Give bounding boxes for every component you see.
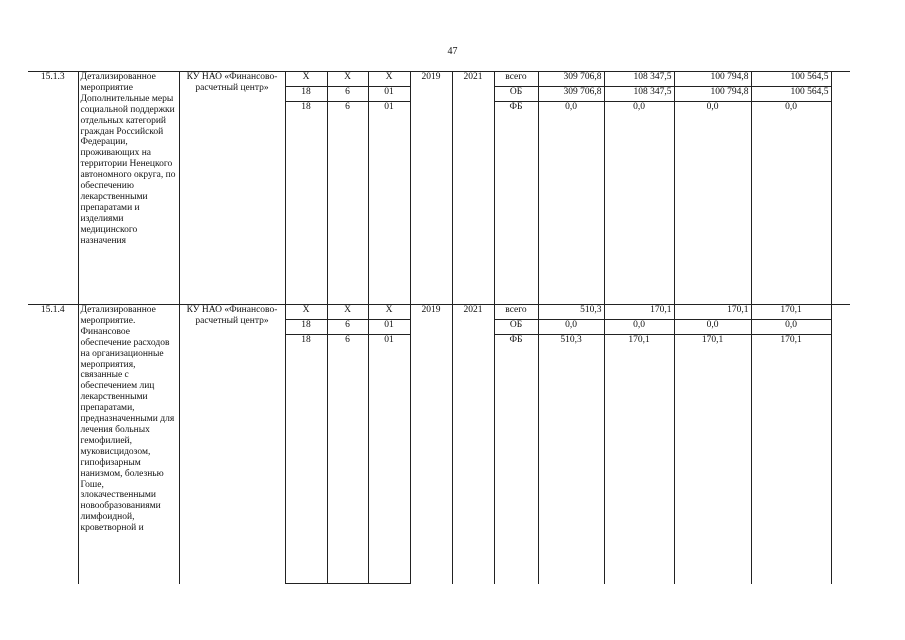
cell-year1: 0,0 (604, 102, 674, 305)
table-row (28, 72, 850, 87)
row-name: Детализированное мероприятие. Финансовое обеспечение расходов на организационные мероприятия, связанные с обеспечением лиц лекарственными препаратами, предназначенными для лечения больных гемофилией, муковисцидозом, гипофизарным нанизмом, болезнью Гоше, злокачественными новообразованиями лимфоидной, кроветворной и (78, 305, 179, 584)
cell-total: 510,3 (538, 335, 604, 584)
row-executor: КУ НАО «Финансово-расчетный центр» (179, 305, 285, 584)
table-row (28, 305, 850, 320)
cell-code-b: Х (327, 72, 368, 87)
cell-total: 510,3 (538, 305, 604, 320)
cell-total: 0,0 (538, 102, 604, 305)
cell-year3: 0,0 (751, 102, 831, 305)
cell-year1: 0,0 (604, 320, 674, 335)
cell-code-a: Х (285, 305, 327, 320)
page-number: 47 (447, 46, 458, 57)
cell-year3: 170,1 (751, 305, 831, 320)
cell-year2: 0,0 (674, 320, 751, 335)
cell-year1: 108 347,5 (604, 72, 674, 87)
cell-year1: 170,1 (604, 305, 674, 320)
cell-year3: 0,0 (751, 320, 831, 335)
cell-total: 0,0 (538, 320, 604, 335)
cell-total: 309 706,8 (538, 87, 604, 102)
cell-year3: 170,1 (751, 335, 831, 584)
cell-code-a: Х (285, 72, 327, 87)
cell-code-c: 01 (368, 87, 410, 102)
cell-code-b: 6 (327, 102, 368, 305)
cell-year2: 100 794,8 (674, 72, 751, 87)
cell-code-c: 01 (368, 320, 410, 335)
cell-code-a: 18 (285, 102, 327, 305)
cell-year2: 0,0 (674, 102, 751, 305)
cell-code-c: Х (368, 72, 410, 87)
cell-code-b: Х (327, 305, 368, 320)
row-tail (831, 72, 850, 305)
program-table (28, 71, 850, 584)
cell-year2: 170,1 (674, 335, 751, 584)
cell-year2: 100 794,8 (674, 87, 751, 102)
row-end-year: 2021 (452, 72, 494, 305)
cell-year1: 170,1 (604, 335, 674, 584)
row-start-year: 2019 (410, 72, 452, 305)
cell-code-b: 6 (327, 335, 368, 584)
cell-code-c: Х (368, 305, 410, 320)
cell-code-c: 01 (368, 335, 410, 584)
row-code: 15.1.3 (28, 72, 78, 305)
cell-source: ФБ (494, 102, 538, 305)
cell-year2: 170,1 (674, 305, 751, 320)
row-tail (831, 305, 850, 584)
cell-code-a: 18 (285, 87, 327, 102)
cell-year1: 108 347,5 (604, 87, 674, 102)
cell-code-b: 6 (327, 320, 368, 335)
cell-source: ОБ (494, 320, 538, 335)
row-start-year: 2019 (410, 305, 452, 584)
cell-source: всего (494, 72, 538, 87)
cell-year3: 100 564,5 (751, 72, 831, 87)
cell-code-c: 01 (368, 102, 410, 305)
cell-source: всего (494, 305, 538, 320)
cell-total: 309 706,8 (538, 72, 604, 87)
row-name: Детализированное мероприятие Дополнительные меры социальной поддержки отдельных категорий граждан Российской Федерации, проживающих на территории Ненецкого автономного округа, по обеспечению лекарственными препаратами и изделиями медицинского назначения (78, 72, 179, 305)
cell-code-a: 18 (285, 335, 327, 584)
row-executor: КУ НАО «Финансово-расчетный центр» (179, 72, 285, 305)
cell-source: ФБ (494, 335, 538, 584)
cell-source: ОБ (494, 87, 538, 102)
cell-code-a: 18 (285, 320, 327, 335)
cell-code-b: 6 (327, 87, 368, 102)
row-end-year: 2021 (452, 305, 494, 584)
row-code: 15.1.4 (28, 305, 78, 584)
cell-year3: 100 564,5 (751, 87, 831, 102)
